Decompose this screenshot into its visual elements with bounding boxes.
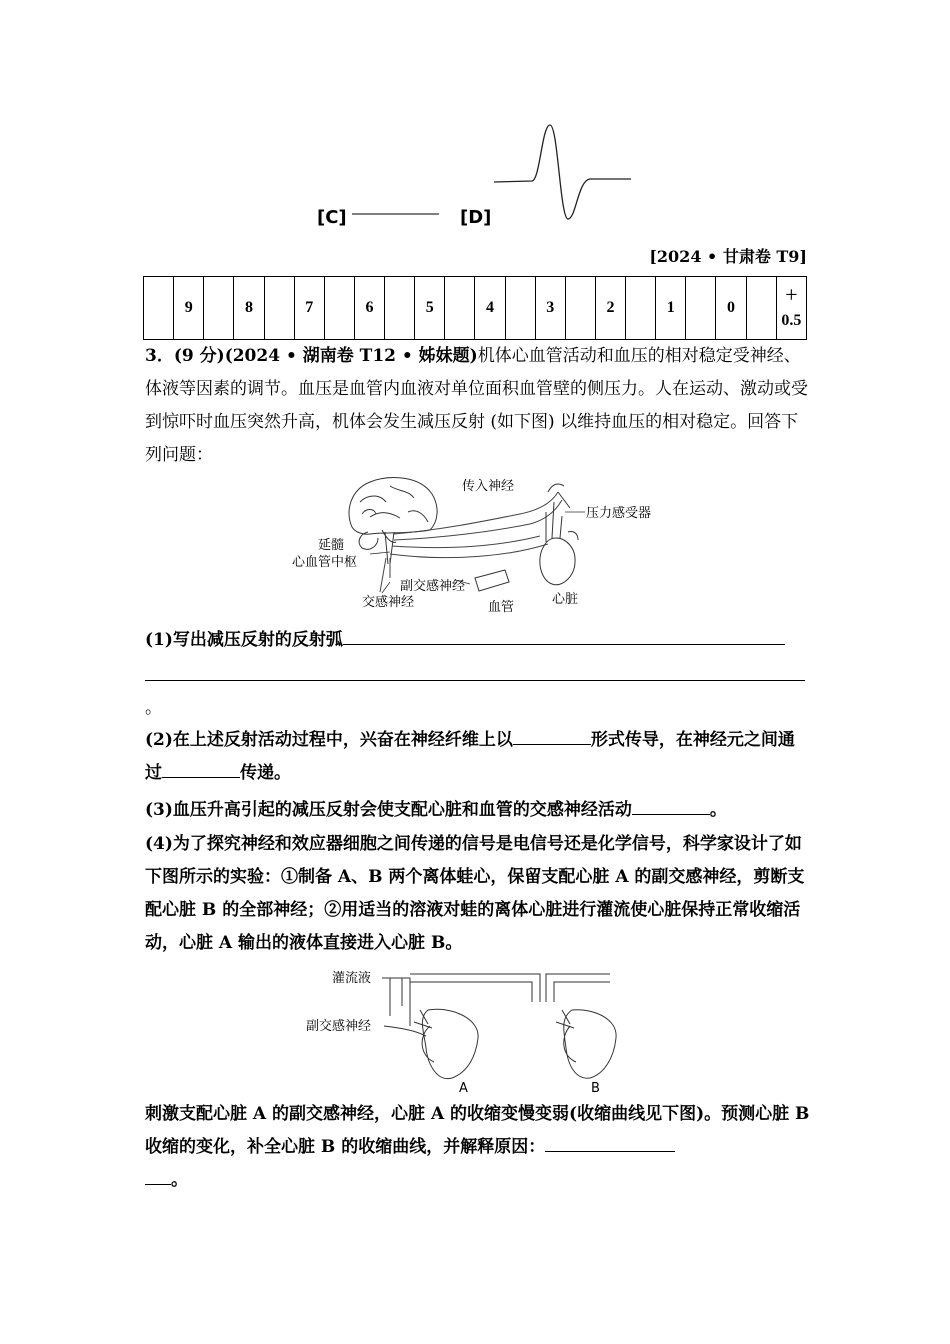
half-point: 0.5 xyxy=(781,312,802,329)
score-cell: 3 xyxy=(535,277,565,340)
score-cell xyxy=(746,277,776,340)
score-cell: 1 xyxy=(656,277,686,340)
sub-question-4-cont xyxy=(145,1098,810,1164)
answer-blank-3[interactable] xyxy=(632,796,710,815)
answer-line-1b[interactable] xyxy=(145,680,805,681)
heart-drawing xyxy=(540,484,578,585)
label-parasympathetic-2: 副交感神经 xyxy=(306,1019,372,1034)
score-cell xyxy=(505,277,535,340)
q2-part-b: 形式传导，在神经元之间通过 xyxy=(145,730,795,783)
score-cell: 4 xyxy=(475,277,505,340)
option-c-label: [C] xyxy=(317,207,347,228)
sub-question-1 xyxy=(145,624,810,657)
score-cell: 8 xyxy=(234,277,264,340)
q3-part-a: (3)血压升高引起的减压反射会使支配心脏和血管的交感神经活动 xyxy=(145,800,632,820)
score-cell xyxy=(445,277,475,340)
question-stem xyxy=(145,340,810,472)
score-cell: 9 xyxy=(174,277,204,340)
plus-sign: + xyxy=(785,282,798,307)
q4-end: 。 xyxy=(171,1170,188,1190)
heart-b-drawing xyxy=(564,1010,616,1078)
score-cell-half xyxy=(776,277,806,340)
option-d-label: [D] xyxy=(460,207,492,228)
reflex-figure xyxy=(290,472,670,620)
label-heart: 心脏 xyxy=(552,592,579,607)
score-cell: 0 xyxy=(716,277,746,340)
label-medulla: 延髓 xyxy=(318,538,345,553)
sub-question-3 xyxy=(145,794,810,827)
brain-drawing xyxy=(349,478,437,564)
label-heart-b: B xyxy=(591,1081,600,1096)
answer-blank-2a[interactable] xyxy=(513,726,591,745)
answer-blank-1[interactable] xyxy=(343,626,785,645)
nerve-paths xyxy=(380,492,562,592)
answer-blank-4a[interactable] xyxy=(545,1133,675,1152)
sub-question-4: (4)为了探究神经和效应器细胞之间传递的信号是电信号还是化学信号，科学家设计了如下图所示的实验：①制备 A、B 两个离体蛙心，保留支配心脏 A 的副交感神经，剪断支配心脏 B 的全部神经；②用适当的溶液对蛙的离体心脏进行灌流使心脏保持正常收缩活动，心脏 A 输出的液体直接进入心脏 B。 xyxy=(145,834,805,953)
score-cell xyxy=(626,277,656,340)
label-parasympathetic: 副交感神经 xyxy=(400,579,466,594)
score-cell xyxy=(686,277,716,340)
label-heart-a: A xyxy=(459,1081,468,1096)
q1-end: 。 xyxy=(145,698,162,718)
label-sympathetic: 交感神经 xyxy=(362,595,415,610)
q2-part-c: 传递。 xyxy=(240,763,291,783)
label-afferent-nerve: 传入神经 xyxy=(462,479,515,494)
score-cell xyxy=(385,277,415,340)
score-cell: 7 xyxy=(294,277,324,340)
label-vessel: 血管 xyxy=(488,600,515,615)
nerve-line xyxy=(384,1026,426,1036)
score-cell: 5 xyxy=(415,277,445,340)
score-table xyxy=(143,276,807,340)
answer-blank-2b[interactable] xyxy=(162,759,240,778)
label-baroreceptor: 压力感受器 xyxy=(586,506,652,521)
perfusion-tube xyxy=(382,974,610,1026)
score-cell xyxy=(144,277,174,340)
heart-a-drawing xyxy=(422,1009,478,1078)
question-number: 3． xyxy=(145,346,174,366)
option-c-line xyxy=(352,210,442,218)
sub-question-2 xyxy=(145,724,810,790)
option-d-waveform xyxy=(494,120,634,225)
q3-part-b: 。 xyxy=(709,800,727,820)
label-perfusate: 灌流液 xyxy=(332,971,372,986)
q4-cont-text: 刺激支配心脏 A 的副交感神经，心脏 A 的收缩变慢变弱(收缩曲线见下图)。预测心脏 B 收缩的变化，补全心脏 B 的收缩曲线，并解释原因： xyxy=(145,1104,810,1157)
vessel-drawing xyxy=(475,570,509,591)
q4-end-line xyxy=(145,1164,225,1197)
score-cell: 2 xyxy=(595,277,625,340)
answer-blank-4b[interactable] xyxy=(145,1166,171,1185)
source-tag: [2024 • 甘肃卷 T9] xyxy=(649,247,807,266)
q2-part-a: (2)在上述反射活动过程中，兴奋在神经纤维上以 xyxy=(145,730,513,750)
score-cell xyxy=(204,277,234,340)
frog-heart-figure xyxy=(300,966,660,1098)
question-stem-text: 机体心血管活动和血压的相对稳定受神经、体液等因素的调节。血压是血管内血液对单位面积血管壁的侧压力。人在运动、激动或受到惊吓时血压突然升高，机体会发生减压反射 (如下图) 以维持血压的相对稳定。回答下列问题： xyxy=(145,346,808,465)
score-cell xyxy=(324,277,354,340)
score-cell: 6 xyxy=(354,277,384,340)
question-points: (9 分) xyxy=(173,346,225,366)
score-cell xyxy=(565,277,595,340)
q1-text: (1)写出减压反射的反射弧 xyxy=(145,630,343,650)
score-cell xyxy=(264,277,294,340)
question-source: (2024 • 湖南卷 T12 • 姊妹题) xyxy=(224,346,478,366)
label-cv-center: 心血管中枢 xyxy=(292,555,358,570)
